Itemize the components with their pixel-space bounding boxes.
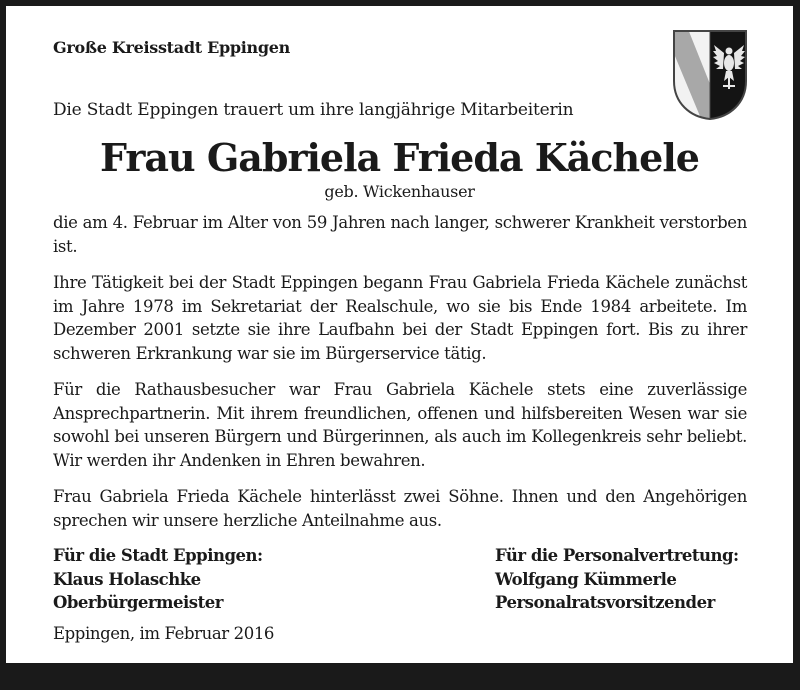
paragraph-condolence: Frau Gabriela Frieda Kächele hinterlässt zwei Söhne. Ihnen und den Angehörigen sprechen wir unsere herzliche Anteilnahme aus. bbox=[53, 487, 747, 530]
signature-city bbox=[53, 544, 263, 615]
intro-text: Die Stadt Eppingen trauert um ihre langjährige Mitarbeiterin bbox=[53, 100, 574, 120]
place-and-date: Eppingen, im Februar 2016 bbox=[53, 624, 275, 643]
maiden-name: geb. Wickenhauser bbox=[324, 182, 475, 201]
signature-council-heading: Für die Personalvertretung: bbox=[495, 546, 739, 565]
obituary-notice bbox=[6, 6, 793, 663]
signature-staff-council bbox=[495, 544, 739, 615]
paragraph-tribute: Für die Rathausbesucher war Frau Gabriela Kächele stets eine zuverlässige Ansprechpartnerin. Mit ihrem freundlichen, offenen und hilfsbereiten Wesen war sie sowohl bei unseren Bürgern und Bürgerinnen, als auch im Kollegenkreis sehr beliebt. Wir werden ihr Andenken in Ehren bewahren. bbox=[53, 380, 747, 470]
deceased-name: Frau Gabriela Frieda Kächele bbox=[100, 135, 699, 180]
signature-council-title: Personalratsvorsitzender bbox=[495, 593, 715, 612]
paragraph-death: die am 4. Februar im Alter von 59 Jahren nach langer, schwerer Krankheit verstorben ist. bbox=[53, 213, 747, 256]
signature-city-name: Klaus Holaschke bbox=[53, 569, 201, 589]
paragraph-career: Ihre Tätigkeit bei der Stadt Eppingen begann Frau Gabriela Frieda Kächele zunächst im Jahre 1978 im Sekretariat der Realschule, wo sie bis Ende 1984 arbeitete. Im Dezember 2001 setzte sie ihre Laufbahn bei der Stadt Eppingen fort. Bis zu ihrer schweren Erkrankung war sie im Bürgerservice tätig. bbox=[53, 273, 747, 363]
signature-city-heading: Für die Stadt Eppingen: bbox=[53, 546, 263, 565]
organization-name: Große Kreisstadt Eppingen bbox=[53, 38, 290, 57]
coat-of-arms-icon bbox=[672, 29, 748, 121]
signature-city-title: Oberbürgermeister bbox=[53, 593, 223, 612]
signature-council-name: Wolfgang Kümmerle bbox=[495, 569, 677, 589]
